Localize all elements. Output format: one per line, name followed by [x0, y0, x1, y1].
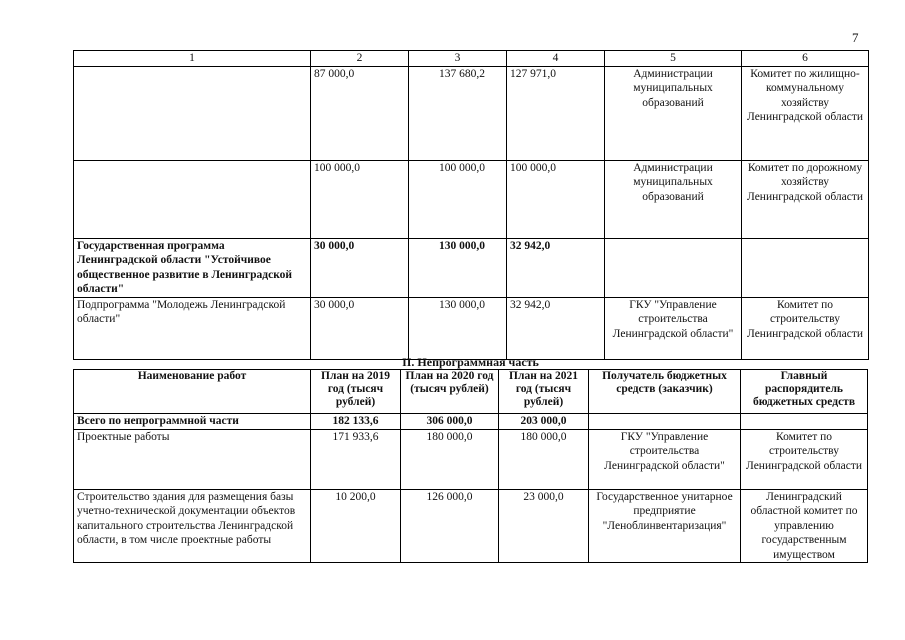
budget-recipient — [589, 414, 741, 430]
plan-2020: 137 680,2 — [409, 66, 507, 160]
budget-manager — [741, 414, 868, 430]
budget-manager — [742, 238, 869, 297]
plan-2021: 180 000,0 — [499, 429, 589, 489]
plan-2021: 100 000,0 — [507, 160, 605, 238]
section-title: II. Непрограммная часть — [402, 355, 539, 369]
page-number: 7 — [852, 30, 859, 45]
program-name: Государственная программа Ленинградской области "Устойчивое общественное развитие в Ленинградской области" — [74, 238, 311, 297]
subprogram-name: Подпрограмма "Молодежь Ленинградской области" — [74, 297, 311, 359]
plan-2020: 180 000,0 — [401, 429, 499, 489]
total-2021: 203 000,0 — [499, 414, 589, 430]
row-name — [74, 160, 311, 238]
budget-recipient — [605, 238, 742, 297]
plan-2020: 126 000,0 — [401, 489, 499, 563]
plan-2019: 100 000,0 — [311, 160, 409, 238]
header-plan-2019: План на 2019 год (тысяч рублей) — [311, 370, 401, 414]
total-label: Всего по непрограммной части — [74, 414, 311, 430]
plan-2019: 30 000,0 — [311, 297, 409, 359]
nonprogram-table — [73, 369, 868, 563]
plan-2021: 32 942,0 — [507, 297, 605, 359]
budget-recipient: Администрации муниципальных образований — [605, 66, 742, 160]
table-row — [74, 297, 869, 359]
header-name: Наименование работ — [74, 370, 311, 414]
plan-2019: 30 000,0 — [311, 238, 409, 297]
budget-recipient: Государственное унитарное предприятие "Леноблинвентаризация" — [589, 489, 741, 563]
total-row — [74, 414, 868, 430]
row-name — [74, 66, 311, 160]
budget-manager: Комитет по дорожному хозяйству Ленинградской области — [742, 160, 869, 238]
header-plan-2020: План на 2020 год (тысяч рублей) — [401, 370, 499, 414]
row-name: Проектные работы — [74, 429, 311, 489]
plan-2020: 130 000,0 — [409, 297, 507, 359]
plan-2020: 100 000,0 — [409, 160, 507, 238]
plan-2021: 32 942,0 — [507, 238, 605, 297]
table-row — [74, 238, 869, 297]
plan-2020: 130 000,0 — [409, 238, 507, 297]
budget-recipient: ГКУ "Управление строительства Ленинградской области" — [589, 429, 741, 489]
col-number: 2 — [311, 51, 409, 67]
plan-2019: 171 933,6 — [311, 429, 401, 489]
budget-manager: Ленинградский областной комитет по управлению государственным имуществом — [741, 489, 868, 563]
table-row — [74, 160, 869, 238]
total-2019: 182 133,6 — [311, 414, 401, 430]
budget-manager: Комитет по строительству Ленинградской области — [742, 297, 869, 359]
total-2020: 306 000,0 — [401, 414, 499, 430]
header-row — [74, 370, 868, 414]
column-number-row — [74, 51, 869, 67]
table-row — [74, 489, 868, 563]
col-number: 4 — [507, 51, 605, 67]
plan-2021: 23 000,0 — [499, 489, 589, 563]
header-manager: Главный распорядитель бюджетных средств — [741, 370, 868, 414]
plan-2021: 127 971,0 — [507, 66, 605, 160]
header-plan-2021: План на 2021 год (тысяч рублей) — [499, 370, 589, 414]
budget-recipient: Администрации муниципальных образований — [605, 160, 742, 238]
table-row — [74, 429, 868, 489]
program-table — [73, 50, 869, 360]
header-recipient: Получатель бюджетных средств (заказчик) — [589, 370, 741, 414]
col-number: 1 — [74, 51, 311, 67]
budget-manager: Комитет по жилищно-коммунальному хозяйству Ленинградской области — [742, 66, 869, 160]
plan-2019: 10 200,0 — [311, 489, 401, 563]
table-row — [74, 66, 869, 160]
budget-recipient: ГКУ "Управление строительства Ленинградской области" — [605, 297, 742, 359]
row-name: Строительство здания для размещения базы учетно-технической документации объектов капитального строительства Ленинградской области, в том числе проектные работы — [74, 489, 311, 563]
plan-2019: 87 000,0 — [311, 66, 409, 160]
col-number: 3 — [409, 51, 507, 67]
col-number: 6 — [742, 51, 869, 67]
budget-manager: Комитет по строительству Ленинградской области — [741, 429, 868, 489]
col-number: 5 — [605, 51, 742, 67]
